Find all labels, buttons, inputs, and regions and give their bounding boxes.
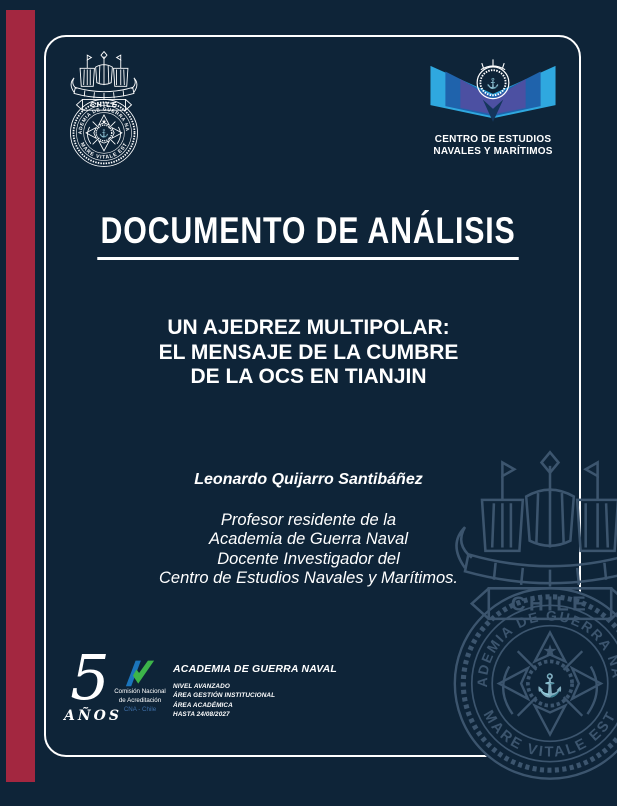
subtitle-line: DE LA OCS EN TIANJIN [190,365,427,388]
subtitle-line: EL MENSAJE DE LA CUMBRE [158,340,459,364]
cesnav-logo [403,54,583,158]
anchor-icon: ⚓ [486,78,500,90]
accreditation-title: ACADEMIA DE GUERRA NAVAL [173,663,338,675]
document-subtitle [0,316,617,390]
accreditation-line: ÁREA GESTIÓN INSTITUCIONAL [173,692,276,700]
cesnav-label-line1: CENTRO DE ESTUDIOS [434,134,552,145]
author-affiliation [0,511,617,588]
cna-checkmark-icon [121,658,159,688]
cna-label-line2: de Acreditación [118,696,162,704]
cna-label-line3: CNA - Chile [123,706,157,713]
affiliation-line: Academia de Guerra Naval [208,530,408,549]
accreditation-line: HASTA 24/08/2027 [173,711,230,719]
affiliation-line: Profesor residente de la [220,511,397,529]
red-accent-stripe [6,10,35,782]
document-title [0,210,617,260]
cna-label-line1: Comisión Nacional [114,688,166,695]
cesnav-label-line2: NAVALES Y MARÍTIMOS [433,146,553,157]
anniversary-number: 5 [70,641,110,714]
author-name: Leonardo Quijarro Santibáñez [194,471,423,488]
document-title-text: DOCUMENTO DE ANÁLISIS [98,210,520,260]
anniversary-label: AÑOS [64,708,122,724]
accreditation-line: ÁREA ACADÉMICA [173,701,233,709]
anniversary-badge [64,641,122,724]
accreditation-details [173,663,403,720]
academy-crest-icon [56,42,152,176]
open-book-icon [423,54,563,132]
accreditation-line: NIVEL AVANZADO [173,683,230,690]
cna-logo [112,658,168,714]
affiliation-line: Centro de Estudios Navales y Marítimos. [159,568,458,587]
affiliation-line: Docente Investigador del [217,549,400,568]
subtitle-line: UN AJEDREZ MULTIPOLAR: [167,316,450,339]
